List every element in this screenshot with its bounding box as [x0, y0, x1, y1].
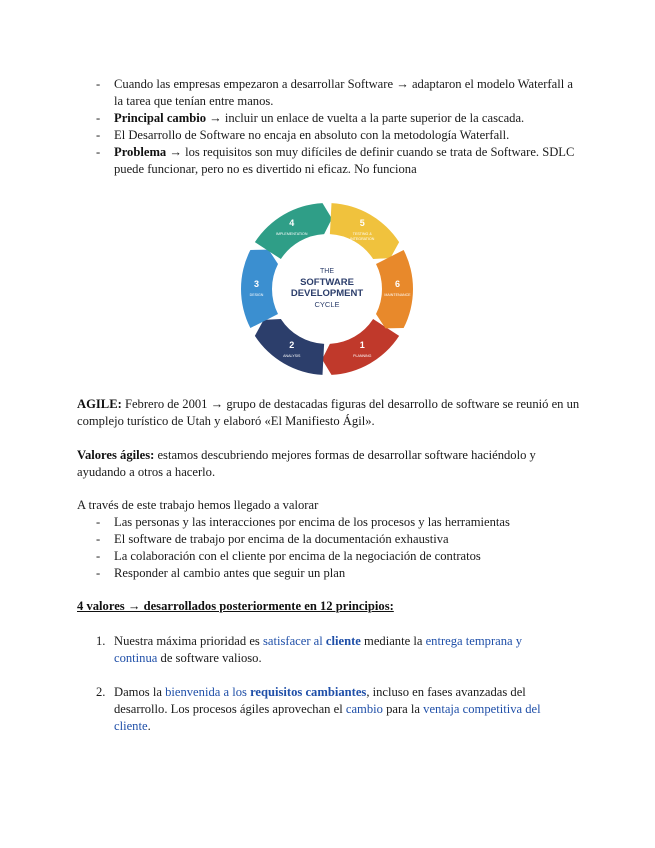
list-item: - Problema → los requisitos son muy difíciles de definir cuando se trata de Software. SDLC puede funcionar, pero no es divertido ni eficaz. No funciona: [0, 144, 655, 178]
list-item: - Cuando las empresas empezaron a desarrollar Software → adaptaron el modelo Waterfall a la tarea que tenían entre manos.: [0, 76, 655, 110]
cycle-segment-label: MAINTENANCE: [384, 293, 411, 297]
list-item: - La colaboración con el cliente por encima de la negociación de contratos: [0, 548, 655, 565]
cycle-segment: [241, 250, 278, 328]
values-bullet-list: [0, 514, 655, 582]
principles-list-2: [0, 684, 655, 735]
cycle-segment-label: PLANNING: [353, 354, 372, 359]
bold-term: Problema: [114, 145, 167, 159]
diagram-center-text: CYCLE: [314, 300, 340, 309]
cycle-segment-label: IMPLEMENTATION: [276, 231, 308, 236]
list-item: - El software de trabajo por encima de la documentación exhaustiva: [0, 531, 655, 548]
bold-term: Principal cambio: [114, 111, 206, 125]
cycle-segment-number: 6: [394, 279, 401, 289]
principles-list-1: [0, 633, 655, 667]
cycle-segment-label: ANALYSIS: [283, 354, 301, 359]
list-item: - El Desarrollo de Software no encaja en absoluto con la metodología Waterfall.: [0, 127, 655, 144]
list-item: - Principal cambio → incluir un enlace de vuelta a la parte superior de la cascada.: [0, 110, 655, 127]
cycle-segment-number: 1: [359, 340, 365, 351]
cycle-segment-number: 3: [253, 279, 260, 289]
diagram-center-text: SOFTWARE: [300, 277, 354, 288]
cycle-segment-label: DESIGN: [249, 293, 264, 297]
trabajo-intro: A través de este trabajo hemos llegado a valorar: [77, 498, 319, 512]
list-item: 1. Nuestra máxima prioridad es satisfacer al cliente mediante la entrega temprana y continua de software valioso.: [96, 634, 523, 665]
principles-heading: 4 valores → desarrollados posteriormente en 12 principios:: [77, 599, 394, 613]
software-development-cycle-diagram: [237, 199, 417, 379]
agile-paragraph: AGILE: Febrero de 2001 → grupo de destacadas figuras del desarrollo de software se reunió en un complejo turístico de Utah y elaboró «El Manifiesto Ágil».: [77, 397, 580, 428]
cycle-segment-number: 2: [289, 340, 295, 351]
list-item: 2. Damos la bienvenida a los requisitos cambiantes, incluso en fases avanzadas del desarrollo. Los procesos ágiles aprovechan el cambio para la ventaja competitiva del cliente.: [96, 685, 541, 733]
valores-paragraph: Valores ágiles: estamos descubriendo mejores formas de desarrollar software haciéndolo y ayudando a otros a hacerlo.: [77, 448, 536, 479]
cycle-segment-number: 5: [359, 217, 365, 228]
diagram-center-text: THE: [320, 268, 334, 275]
cycle-segment: [376, 250, 413, 328]
diagram-center-text: DEVELOPMENT: [290, 288, 364, 299]
cycle-segment-label: TESTING &: [352, 231, 372, 236]
intro-bullet-list: [0, 76, 655, 178]
list-item: - Las personas y las interacciones por encima de los procesos y las herramientas: [0, 514, 655, 531]
cycle-segment-label: INTEGRATION: [350, 236, 375, 241]
list-item: - Responder al cambio antes que seguir un plan: [0, 565, 655, 582]
cycle-segment-number: 4: [289, 217, 295, 228]
